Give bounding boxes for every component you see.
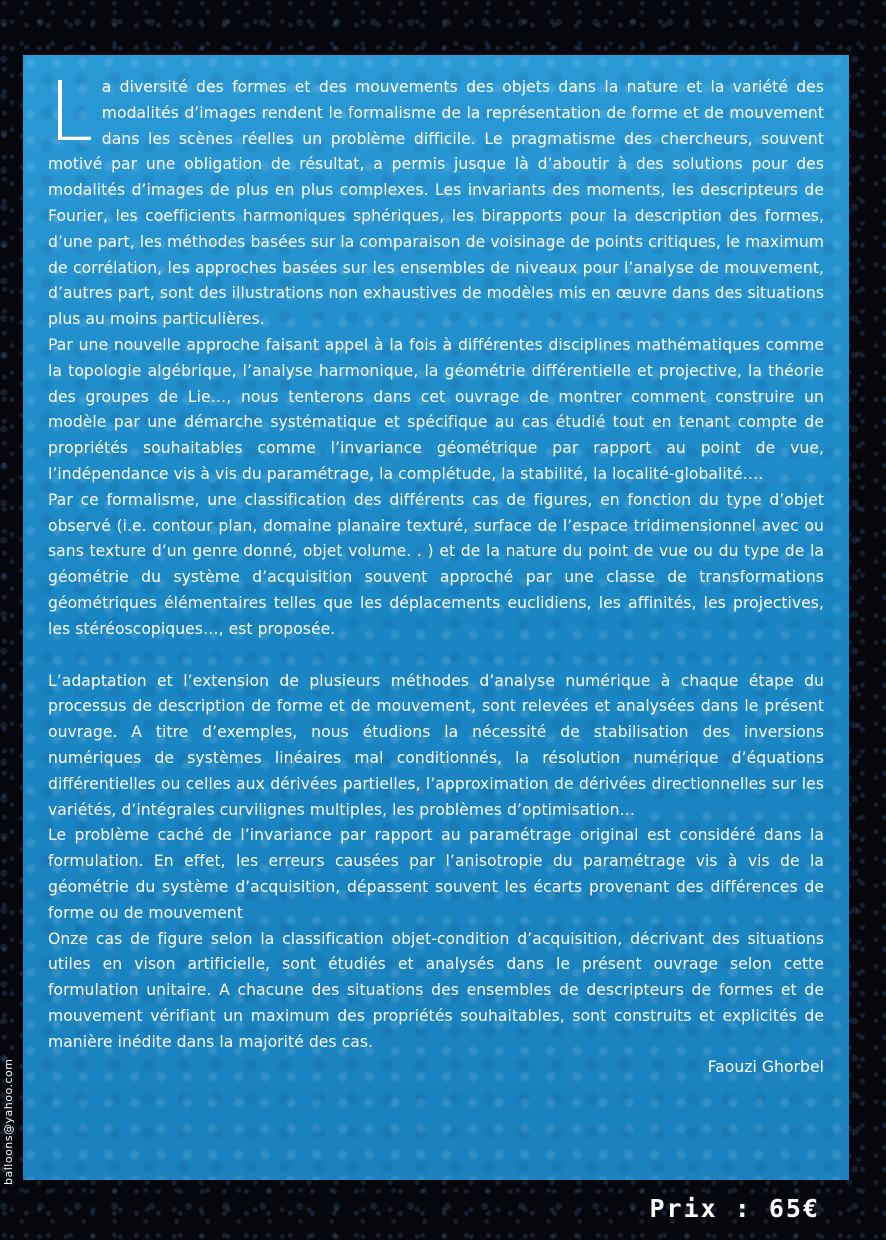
paragraph-spacer [48, 643, 824, 669]
paragraph-4: L’adaptation et l’extension de plusieurs méthodes d’analyse numérique à chaque étape du processus de description de forme et de mouvement, sont relevées et analysées dans le présent ouvrage. A titre d’exemples, nous étudions la nécessité de stabilisation des inversions numériques de systèmes linéaires mal conditionnés, la résolution numérique d’équations différentielles ou celles aux dérivées partielles, l’approximation de dérivées directionnelles sur les variétés, d’intégrales curvilignes multiples, les problèmes d’optimisation… [48, 671, 824, 819]
paragraph-3: Par ce formalisme, une classification des différents cas de figures, en fonction du type d’objet observé (i.e. contour plan, domaine planaire texturé, surface de l’espace tridimensionnel avec ou sans texture d’un genre donné, objet volume. . ) et de la nature du point de vue ou du type de la géométrie du système d’acquisition souvent approché par une classe de transformations géométriques élémentaires telles que les déplacements euclidiens, les affinités, les projectives, les stéréoscopiques…, est proposée. [48, 490, 824, 638]
paragraph-1-text: a diversité des formes et des mouvements des objets dans la nature et la variété des modalités d’images rendent le formalisme de la représentation de forme et de mouvement dans les scènes réelles un problème difficile. Le pragmatisme des chercheurs, souvent motivé par une obligation de résultat, a permis jusque là d’aboutir à des solutions pour des modalités d’images de plus en plus complexes. Les invariants des moments, les descripteurs de Fourier, les coefficients harmoniques sphériques, les birapports pour la description des formes, d’une part, les méthodes basées sur la comparaison de voisinage de points critiques, le maximum de corrélation, les approches basées sur les ensembles de niveaux pour l’analyse de mouvement, d’autres part, sont des illustrations non exhaustives de modèles mis en œuvre dans des situations plus au moins particulières. [48, 78, 824, 329]
paragraph-1 [48, 65, 824, 333]
blue-text-panel [23, 55, 849, 1180]
vertical-email-credit: balloons@yahoo.com [2, 1058, 15, 1185]
paragraph-2: Par une nouvelle approche faisant appel à la fois à différentes disciplines mathématiques comme la topologie algébrique, l’analyse harmonique, la géométrie différentielle et projective, la théorie des groupes de Lie…, nous tenterons dans cet ouvrage de montrer comment construire un modèle par une démarche systématique et spécifique au cas étudié tout en tenant compte de propriétés souhaitables comme l’invariance géométrique par rapport au point de vue, l’indépendance vis à vis du paramétrage, la complétude, la stabilité, la localité-globalité…. [48, 335, 824, 483]
paragraph-6: Onze cas de figure selon la classification objet-condition d’acquisition, décrivant des situations utiles en vison artificielle, sont étudiés et analysés dans le présent ouvrage selon cette formulation unitaire. A chacune des situations des ensembles de descripteurs de formes et de mouvement vérifiant un maximum des propriétés souhaitables, sont construits et explicités de manière inédite dans la majorité des cas. [48, 929, 824, 1051]
author-name: Faouzi Ghorbel [707, 1058, 824, 1077]
paragraph-5: Le problème caché de l’invariance par rapport au paramétrage original est considéré dans la formulation. En effet, les erreurs causées par l’anisotropie du paramétrage vis à vis de la géométrie du système d’acquisition, dépassent souvent les écarts provenant des différences de forme ou de mouvement [48, 826, 824, 922]
price-label: Prix : 65€ [649, 1194, 820, 1223]
back-cover-text [48, 65, 824, 1081]
drop-cap-letter: L [48, 65, 94, 160]
